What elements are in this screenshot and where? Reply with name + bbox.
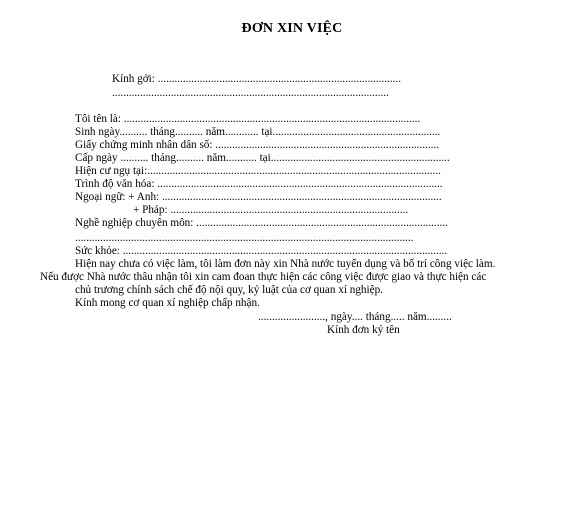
request-paragraph: Hiện nay chưa có việc làm, tôi làm đơn này xin Nhà nước tuyển dụng và bố trí công việc làm. — [75, 258, 496, 270]
profession-line-2: ......................................................................................................................... — [75, 232, 414, 244]
residence-line: Hiện cư ngụ tại:......................................................................................................... — [75, 165, 441, 177]
document-title: ĐƠN XIN VIỆC — [241, 21, 343, 36]
date-line: ........................, ngày.... tháng..... năm......... — [258, 311, 452, 323]
birth-info-line: Sinh ngày.......... tháng.......... năm............ tại............................................................ — [75, 126, 441, 138]
recipient-line-2: ................................................................................................... — [112, 87, 389, 99]
full-name-line: Tôi tên là: .......................................................................................................... — [75, 113, 421, 125]
health-line: Sức khỏe: .................................................................................................................... — [75, 245, 448, 257]
education-line: Trình độ văn hóa: ...................................................................................................... — [75, 178, 443, 190]
id-number-line: Giấy chứng minh nhân dân số: ................................................................................ — [75, 139, 440, 151]
commitment-paragraph: Nếu được Nhà nước thâu nhận tôi xin cam đoan thực hiện các công việc được giao và thực hiện các — [40, 271, 487, 283]
signature-label: Kính đơn ký tên — [327, 324, 400, 336]
foreign-language-english-line: Ngoại ngữ: + Anh: .................................................................................................... — [75, 191, 442, 203]
closing-request: Kính mong cơ quan xí nghiệp chấp nhận. — [75, 297, 260, 309]
foreign-language-french-line: + Pháp: ..................................................................................... — [133, 204, 409, 216]
profession-line: Nghề nghiệp chuyên môn: .......................................................................................... — [75, 217, 448, 229]
id-issue-line: Cấp ngày .......... tháng.......... năm........... tại................................................................ — [75, 152, 450, 164]
recipient-line: Kính gởi: ....................................................................................... — [112, 73, 402, 85]
commitment-paragraph-cont: chủ trương chính sách chế độ nội quy, kỷ luật của cơ quan xí nghiệp. — [75, 284, 383, 296]
